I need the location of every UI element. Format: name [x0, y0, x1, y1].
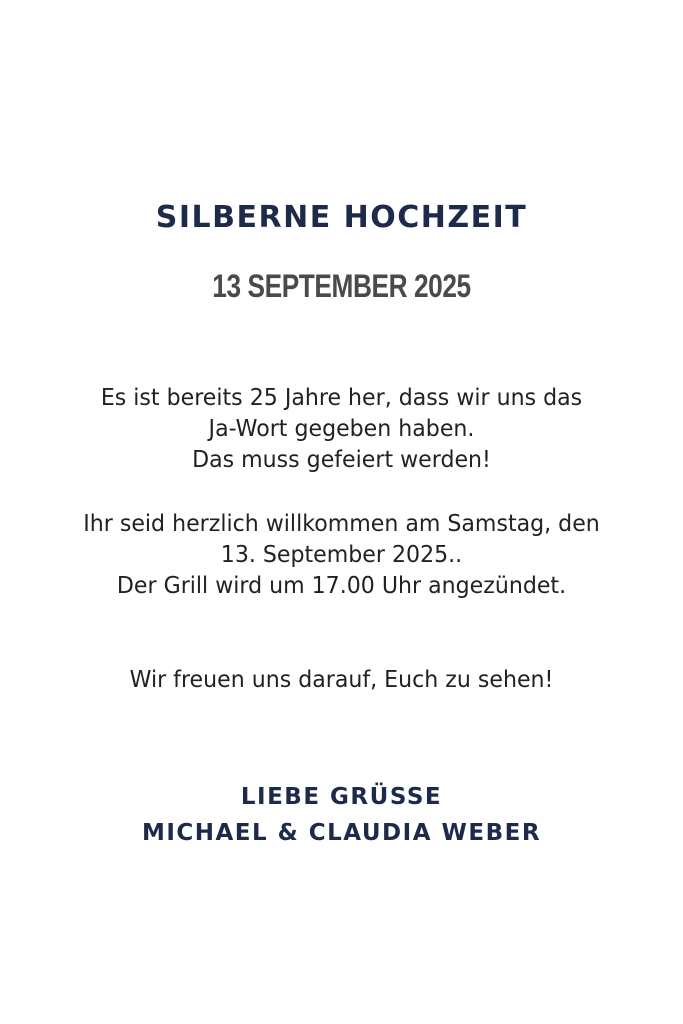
- intro-line: Es ist bereits 25 Jahre her, dass wir uns das: [100, 385, 583, 411]
- details-line: Der Grill wird um 17.00 Uhr angezündet.: [116, 573, 567, 599]
- invitation-title: SILBERNE HOCHZEIT: [155, 200, 528, 235]
- signature: MICHAEL & CLAUDIA WEBER: [141, 820, 542, 846]
- closing-greeting: LIEBE GRÜSSE: [240, 784, 443, 810]
- closing-paragraph: [14, 665, 670, 696]
- intro-line: Das muss gefeiert werden!: [192, 447, 491, 473]
- details-line: Ihr seid herzlich willkommen am Samstag, den: [83, 511, 600, 537]
- details-paragraph: [14, 509, 670, 602]
- intro-paragraph: [14, 383, 670, 476]
- intro-line: Ja-Wort gegeben haben.: [208, 416, 475, 442]
- details-line: 13. September 2025..: [220, 542, 463, 568]
- closing-line: Wir freuen uns darauf, Euch zu sehen!: [129, 667, 554, 693]
- invitation-date: 13 SEPTEMBER 2025: [212, 268, 471, 304]
